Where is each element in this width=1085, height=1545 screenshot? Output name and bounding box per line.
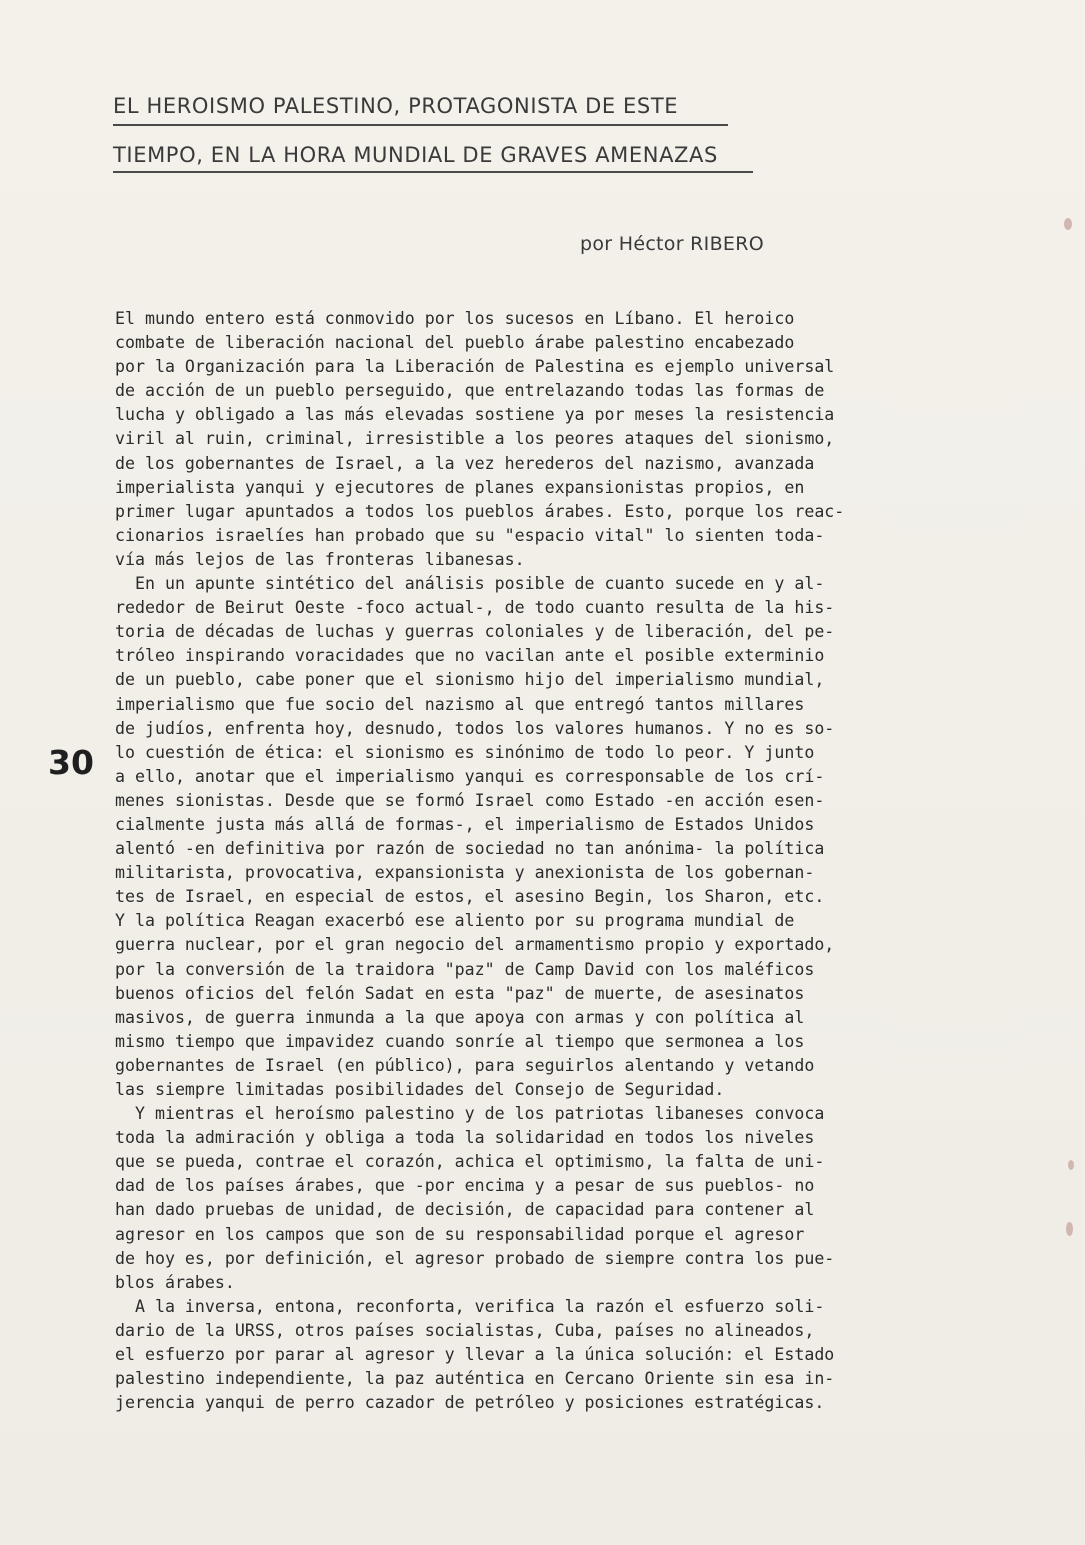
page-number: 30 — [48, 743, 94, 782]
body-line: agresor en los campos que son de su responsabilidad porque el agresor — [115, 1224, 805, 1244]
body-line: de judíos, enfrenta hoy, desnudo, todos los valores humanos. Y no es so- — [115, 718, 835, 738]
body-line: tes de Israel, en especial de estos, el asesino Begin, los Sharon, etc. — [115, 887, 825, 907]
body-line: de los gobernantes de Israel, a la vez herederos del nazismo, avanzada — [115, 453, 815, 473]
article-title-line-1: EL HEROISMO PALESTINO, PROTAGONISTA DE ESTE — [113, 94, 679, 118]
body-line: menes sionistas. Desde que se formó Israel como Estado -en acción esen- — [115, 790, 825, 810]
body-line: vía más lejos de las fronteras libanesas. — [115, 549, 525, 569]
body-line: de acción de un pueblo perseguido, que entrelazando todas las formas de — [115, 381, 825, 401]
body-line: de un pueblo, cabe poner que el sionismo hijo del imperialismo mundial, — [115, 670, 825, 690]
body-line: toda la admiración y obliga a toda la solidaridad en todos los niveles — [115, 1128, 815, 1148]
body-line: lo cuestión de ética: el sionismo es sinónimo de todo lo peor. Y junto — [115, 742, 815, 762]
body-line: En un apunte sintético del análisis posible de cuanto sucede en y al- — [115, 574, 825, 594]
body-line: por la conversión de la traidora "paz" de Camp David con los maléficos — [115, 959, 815, 979]
body-line: Y mientras el heroísmo palestino y de los patriotas libaneses convoca — [115, 1104, 825, 1124]
body-line: el esfuerzo por parar al agresor y llevar a la única solución: el Estado — [115, 1345, 835, 1365]
title-underline-1 — [113, 124, 728, 126]
body-line: gobernantes de Israel (en público), para seguirlos alentando y vetando — [115, 1055, 815, 1075]
body-line: por la Organización para la Liberación de Palestina es ejemplo universal — [115, 357, 835, 377]
body-line: cialmente justa más allá de formas-, el imperialismo de Estados Unidos — [115, 814, 815, 834]
body-line: rededor de Beirut Oeste -foco actual-, de todo cuanto resulta de la his- — [115, 598, 835, 618]
title-underline-2 — [113, 171, 753, 173]
body-line: dad de los países árabes, que -por encima y a pesar de sus pueblos- no — [115, 1176, 815, 1196]
body-line: militarista, provocativa, expansionista y anexionista de los gobernan- — [115, 863, 815, 883]
body-line: cionarios israelíes han probado que su "espacio vital" lo sienten toda- — [115, 525, 825, 545]
article-body — [115, 307, 995, 1415]
body-line: dario de la URSS, otros países socialistas, Cuba, países no alineados, — [115, 1320, 815, 1340]
author-byline: por Héctor RIBERO — [580, 233, 764, 255]
body-line: viril al ruin, criminal, irresistible a los peores ataques del sionismo, — [115, 429, 835, 449]
body-line: que se pueda, contrae el corazón, achica el optimismo, la falta de uni- — [115, 1152, 825, 1172]
body-line: las siempre limitadas posibilidades del Consejo de Seguridad. — [115, 1080, 725, 1099]
body-line: A la inversa, entona, reconforta, verifica la razón el esfuerzo soli- — [115, 1296, 825, 1316]
body-line: imperialismo que fue socio del nazismo al que entregó tantos millares — [115, 694, 805, 714]
body-line: palestino independiente, la paz auténtica en Cercano Oriente sin esa in- — [115, 1369, 835, 1389]
body-line: tróleo inspirando voracidades que no vacilan ante el posible exterminio — [115, 646, 825, 666]
body-line: alentó -en definitiva por razón de sociedad no tan anónima- la política — [115, 839, 825, 859]
paper-stain — [1064, 218, 1072, 230]
body-line: buenos oficios del felón Sadat en esta "paz" de muerte, de asesinatos — [115, 983, 805, 1003]
body-line: primer lugar apuntados a todos los pueblos árabes. Esto, porque los reac- — [115, 501, 845, 521]
body-line: toria de décadas de luchas y guerras coloniales y de liberación, del pe- — [115, 622, 835, 642]
body-line: guerra nuclear, por el gran negocio del armamentismo propio y exportado, — [115, 935, 835, 955]
body-line: blos árabes. — [115, 1272, 235, 1292]
body-line: Y la política Reagan exacerbó ese aliento por su programa mundial de — [115, 911, 795, 931]
body-line: lucha y obligado a las más elevadas sostiene ya por meses la resistencia — [115, 405, 835, 425]
body-line: mismo tiempo que impavidez cuando sonríe al tiempo que sermonea a los — [115, 1031, 805, 1051]
paper-stain — [1068, 1160, 1074, 1170]
body-line: han dado pruebas de unidad, de decisión, de capacidad para contener al — [115, 1200, 815, 1220]
article-title-line-2: TIEMPO, EN LA HORA MUNDIAL DE GRAVES AMENAZAS — [113, 143, 718, 167]
body-line: imperialista yanqui y ejecutores de planes expansionistas propios, en — [115, 477, 805, 497]
body-line: de hoy es, por definición, el agresor probado de siempre contra los pue- — [115, 1248, 835, 1268]
body-line: masivos, de guerra inmunda a la que apoya con armas y con política al — [115, 1007, 805, 1027]
body-line: El mundo entero está conmovido por los sucesos en Líbano. El heroico — [115, 309, 795, 328]
body-line: combate de liberación nacional del pueblo árabe palestino encabezado — [115, 333, 795, 353]
body-line: jerencia yanqui de perro cazador de petróleo y posiciones estratégicas. — [115, 1393, 825, 1413]
paper-stain — [1066, 1222, 1073, 1236]
body-line: a ello, anotar que el imperialismo yanqui es corresponsable de los crí- — [115, 766, 825, 786]
